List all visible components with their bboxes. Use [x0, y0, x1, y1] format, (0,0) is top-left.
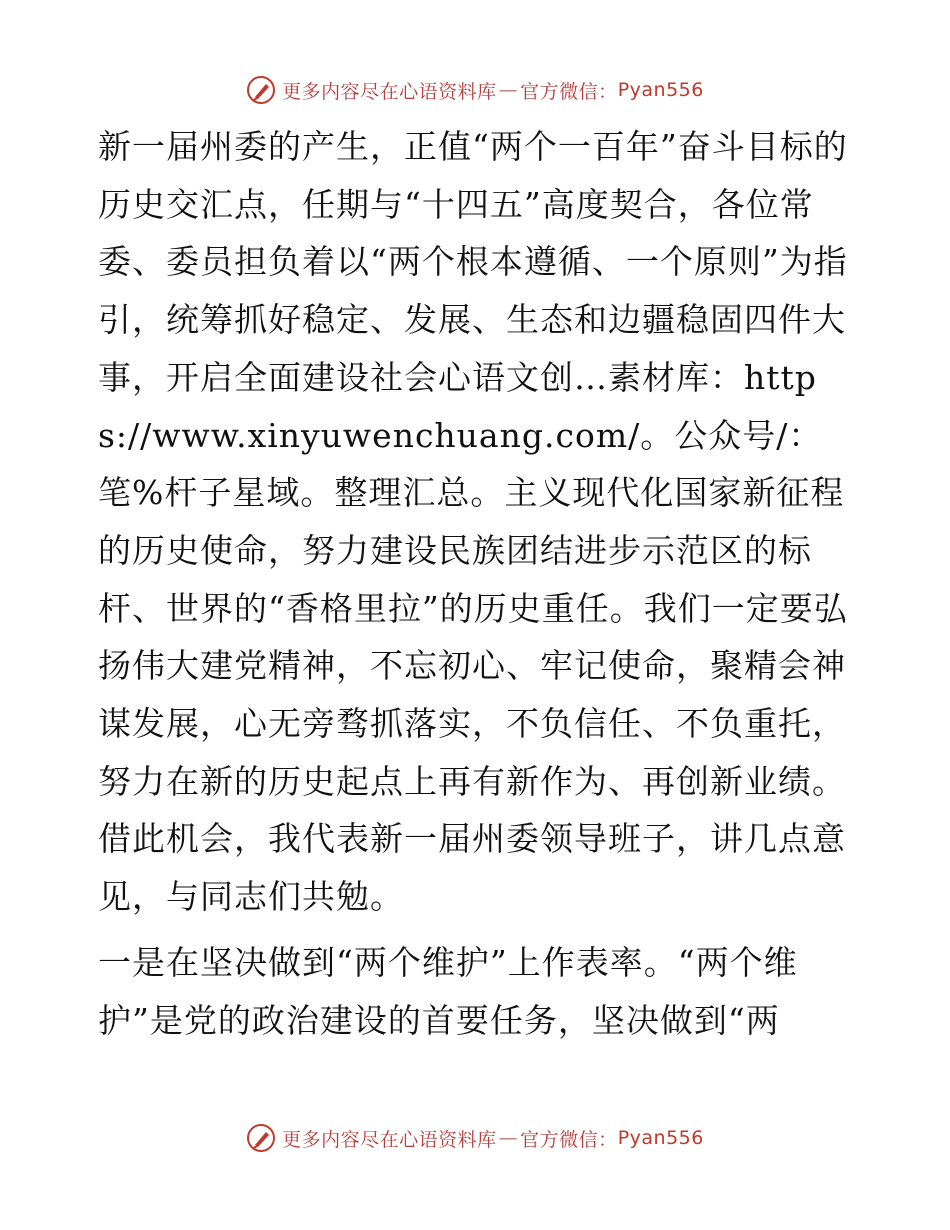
- pen-logo-icon: [246, 1123, 276, 1153]
- paragraph-2: 一是在坚决做到“两个维护”上作表率。“两个维护”是党的政治建设的首要任务，坚决做到“两: [98, 942, 798, 1040]
- document-body: [98, 118, 858, 1049]
- watermark-separator: —: [498, 79, 519, 101]
- watermark-wechat-id: Pyan556: [617, 1127, 704, 1149]
- watermark-label: 官方微信：: [520, 80, 618, 103]
- watermark-label: 官方微信：: [520, 1128, 618, 1151]
- watermark-site: 更多内容尽在心语资料库: [282, 1128, 497, 1151]
- pen-logo-icon: [246, 75, 276, 105]
- watermark-site: 更多内容尽在心语资料库: [282, 80, 497, 103]
- header-watermark: [0, 70, 950, 110]
- footer-watermark: [0, 1118, 950, 1158]
- watermark-wechat-id: Pyan556: [617, 79, 704, 101]
- watermark-separator: —: [498, 1127, 519, 1149]
- paragraph-1: 新一届州委的产生，正值“两个一百年”奋斗目标的历史交汇点，任期与“十四五”高度契合，各位常委、委员担负着以“两个根本遵循、一个原则”为指引，统筹抓好稳定、发展、生态和边疆稳固四件大事，开启全面建设社会心语文创…素材库：https://www.xinyuwenchuang.com/。公众号/：笔%杆子星域。整理汇总。主义现代化国家新征程的历史使命，努力建设民族团结进步示范区的标杆、世界的“香格里拉”的历史重任。我们一定要弘扬伟大建党精神，不忘初心、牢记使命，聚精会神谋发展，心无旁骛抓落实，不负信任、不负重托，努力在新的历史起点上再有新作为、再创新业绩。借此机会，我代表新一届州委领导班子，讲几点意见，与同志们共勉。: [98, 127, 848, 917]
